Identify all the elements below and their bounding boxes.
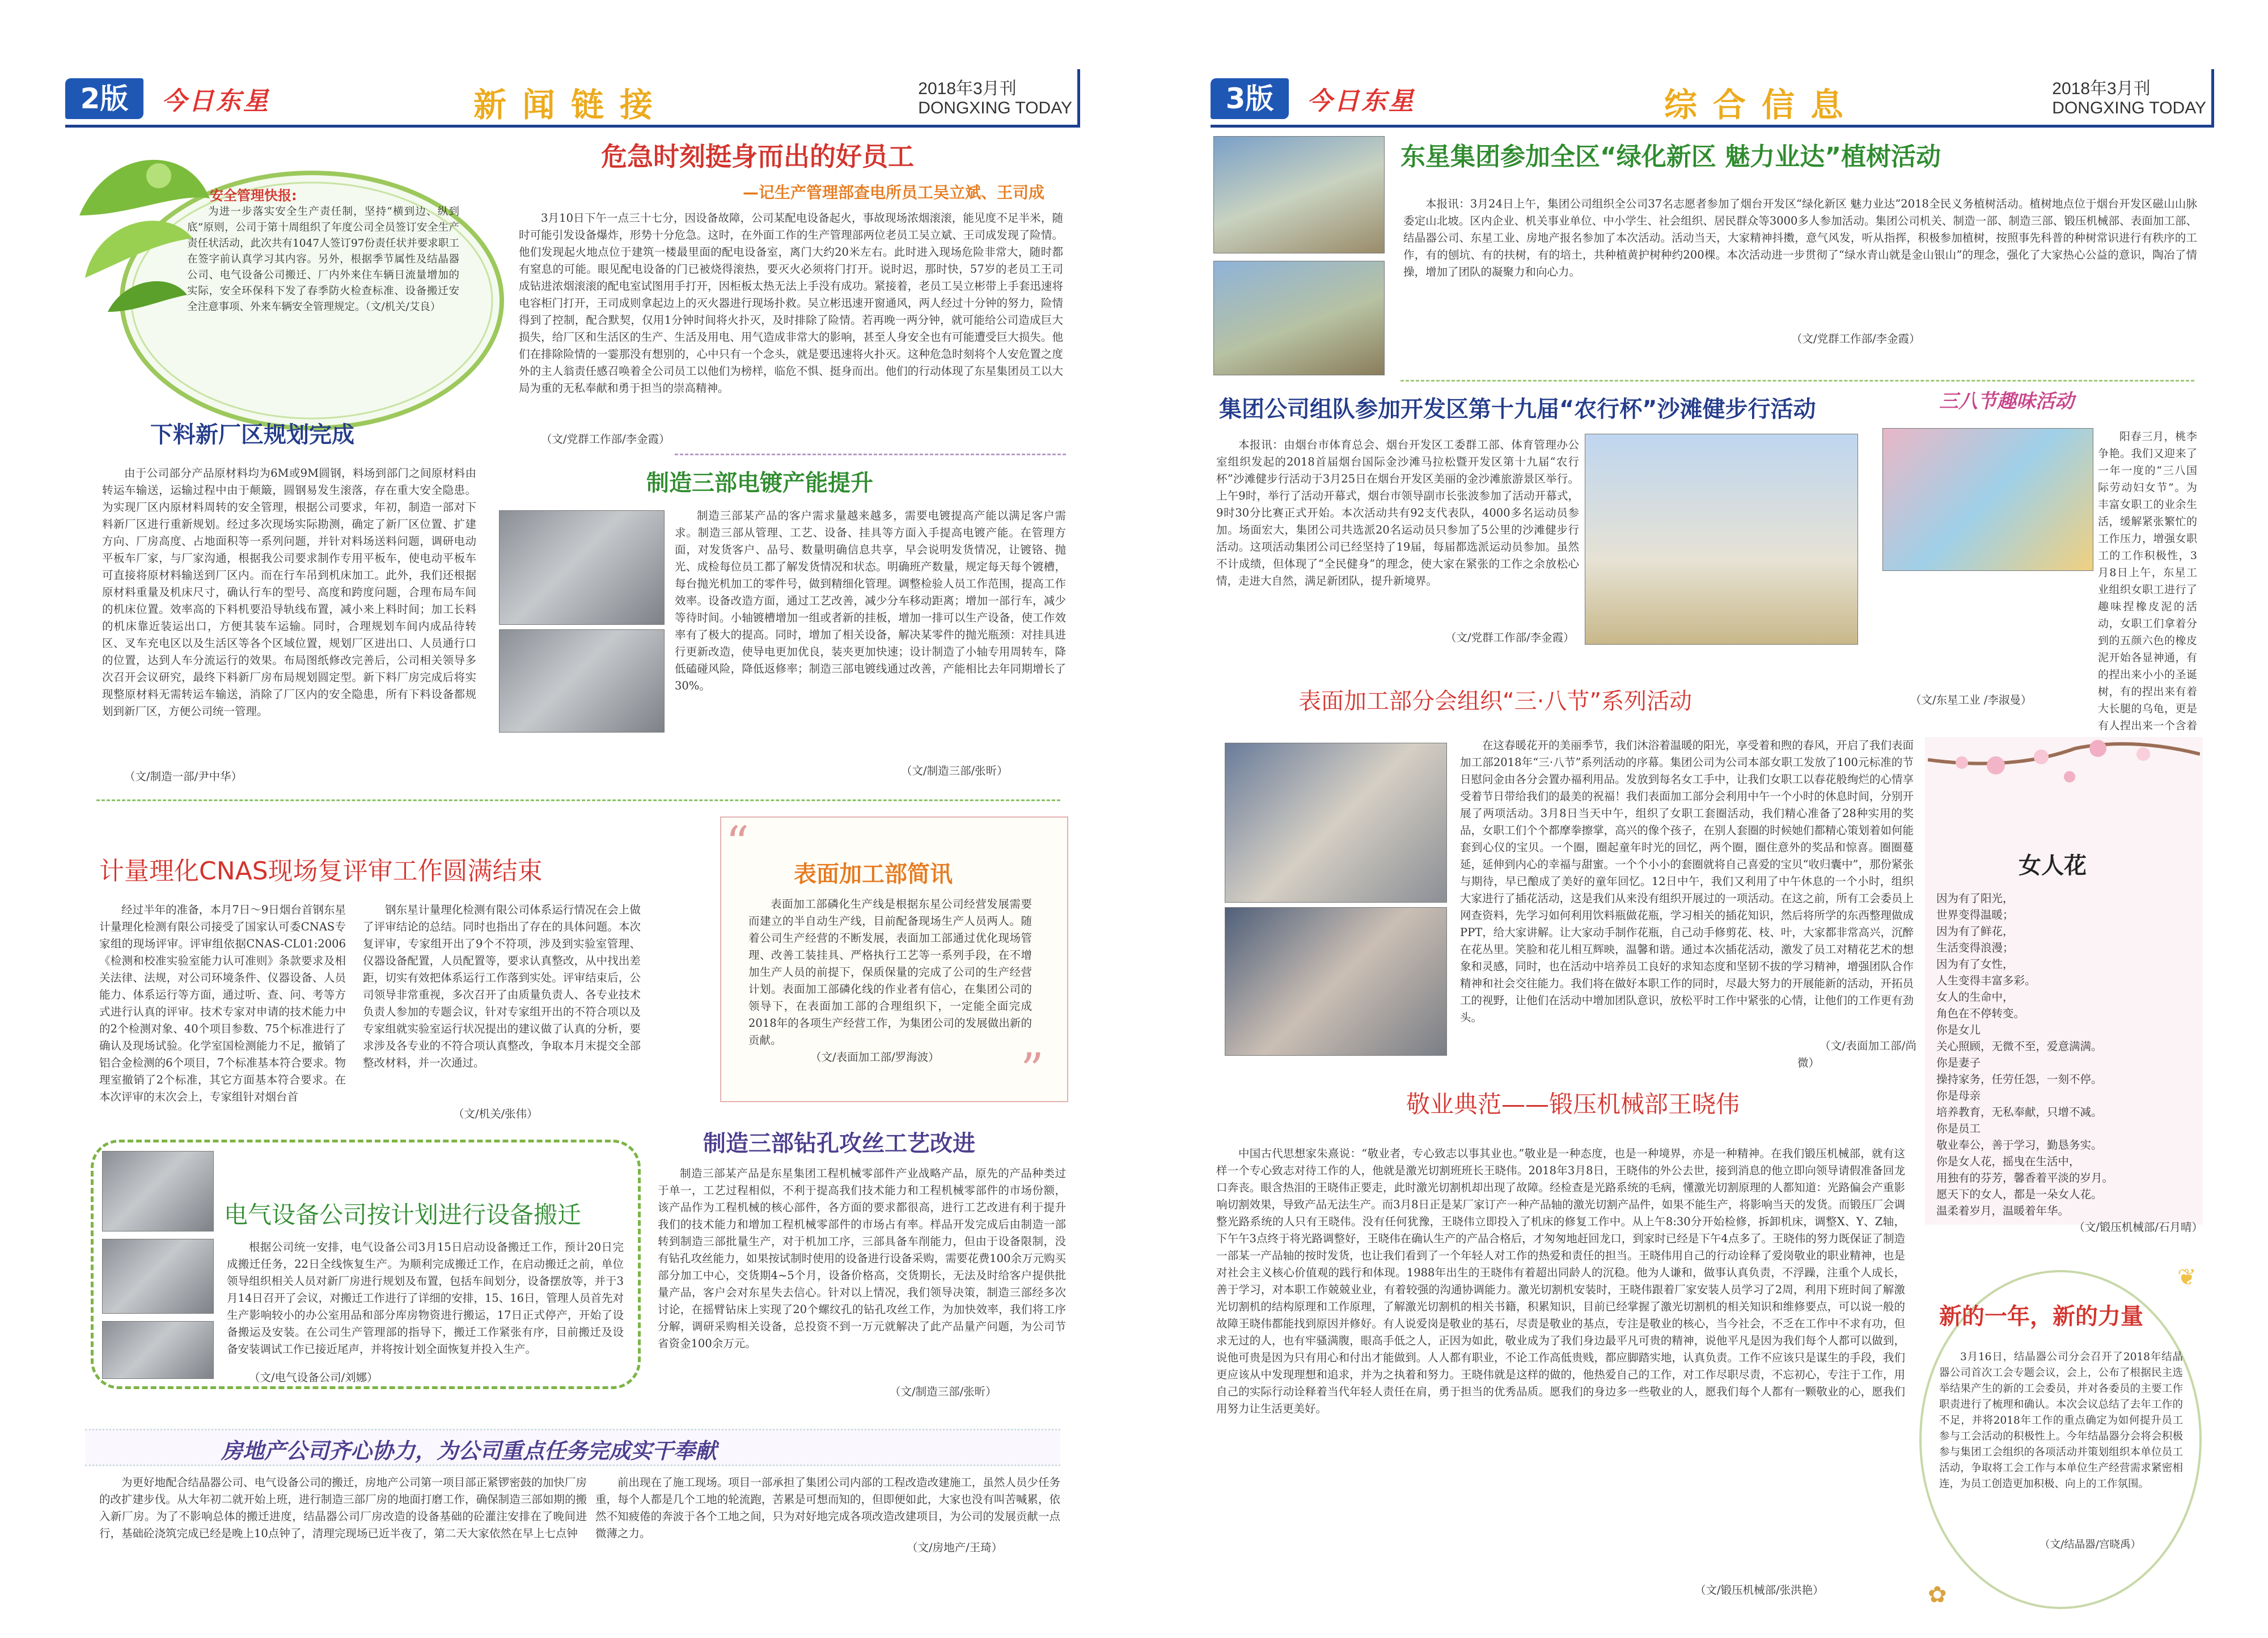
sand-byline: （文/党群工作部/李金霞） bbox=[1445, 631, 1575, 644]
fun-body: 阳春三月，桃李争艳。我们又迎来了一年一度的“三八国际劳动妇女节”。为丰富女职工的业余生活，缓解紧张繁忙的工作压力，增强女职工的工作积极性，3月8日上午，东星工业组织女职工进行了趣味捏橡皮泥的活动，女职工们拿着分到的五颜六色的橡皮泥开始各显神通，有的捏出来小小的圣诞树，有的捏出来有着大长腿的乌龟，更是有人捏出来一个含着 bbox=[2098, 430, 2197, 732]
quote-close-icon: ” bbox=[1021, 1043, 1044, 1096]
poem-line: 女人的生命中， bbox=[1936, 991, 2014, 1004]
plating-title: 制造三部电镀产能提升 bbox=[646, 470, 873, 496]
plating-photo-1 bbox=[499, 510, 665, 625]
tree-title: 东星集团参加全区“绿化新区 魅力业达”植树活动 bbox=[1400, 142, 1941, 171]
union-byline: （文/结晶器/宫晓禹） bbox=[2039, 1539, 2141, 1551]
poem-line: 你是女人花，摇曳在生活中， bbox=[1936, 1155, 2080, 1168]
poem-line: 愿天下的女人，都是一朵女人花。 bbox=[1936, 1188, 2102, 1201]
cnas-body-col1: 经过半年的准备，本月7日～9日烟台首钢东星计量理化检测有限公司接受了国家认可委CNAS专家组的现场评审。评审组依据CNAS-CL01:2006《检测和校准实验室能力认可准则》条款要求及相关法律、法规，对公司环境条件、仪器设备、人员能力、体系运行等方面，通过听、查、问、考等方式进行认真的评审。技术专家对申请的技术能力中的2个检测对象、40个项目参数、75个标准进行了确认及现场试验。化学室国检测能力不足，撤销了铝合金检测的6个项目，7个标准基本符合要求。物理室撤销了2个标准，其它方面基本符合要求。在本次评审的末次会上，专家组针对烟台首 bbox=[99, 903, 346, 1103]
issue-date: 2018年3月刊 bbox=[2052, 79, 2151, 98]
poem-title: 女人花 bbox=[2019, 853, 2087, 879]
brand-name: DONGXING TODAY bbox=[918, 99, 1072, 117]
plating-photo-2 bbox=[499, 629, 665, 733]
newspaper-logo: 今日东星 bbox=[1307, 87, 1416, 116]
poem-line: 培养教育，无私奉献，只增不减。 bbox=[1936, 1106, 2102, 1119]
intro-body: 表面加工部磷化生产线是根据东星公司经营发展需要而建立的半自动生产线，目前配备现场生产人员两人。随着公司生产经营的不断发展，表面加工部通过优化现场管理、改善工装挂具、严格执行工艺等一系列手段，在不增加生产人员的前提下，保质保量的完成了公司的生产经营计划。表面加工部磷化线的作业者有信心，在集团公司的领导下，在表面加工部的合理组织下，一定能全面完成2018年的各项生产经营工作，为集团公司的发展做出新的贡献。 bbox=[748, 898, 1032, 1047]
hero-title: 危急时刻挺身而出的好员工 bbox=[601, 141, 914, 172]
safety-body: 为进一步落实安全生产责任制，坚持“横到边、纵到底”原则，公司于第十周组织了年度公司全员签订安全生产责任状活动，此次共有1047人签订97份责任状并要求职工在签字前认真学习其内容。另外，根据季节属性及结晶器公司、电气设备公司搬迁、厂内外来住车辆日流量增加的实际，安全环保科下发了春季防火检查标准、设备搬迁安全注意事项、外来车辆安全管理规定。（文/机关/艾良） bbox=[187, 206, 459, 313]
tree-photo-2 bbox=[1213, 261, 1385, 375]
drill-body: 制造三部某产品是东星集团工程机械零部件产业战略产品，原先的产品种类过于单一，工艺过程相似，不利于提高我们技术能力和工程机械零部件的市场份额，该产品作为工程机械的核心部件，各方面的要求都很高，进行工艺改进有利于提升我们的技术能力和增加工程机械零部件的市场占有率。样品开发完成后由制造一部转到制造三部批量生产，对于机加工序，三部具备车削能力，但由于设备限制，没有钻孔攻丝能力，如果按试制时使用的设备进行设备采购，需要花费100余万元购买部分加工中心，交货期4~5个月，设备价格高，交货期长，无法及时给客户提供批量产品，客户会对东星失去信心。针对以上情况，我们领导决策，制造三部经多次讨论，在摇臂钻床上实现了20个螺纹孔的钻孔攻丝工作，为加快效率，我们将工序分解，调研采购相关设备，总投资不到一万元就解决了此产品量产问题，为公司节省资金100余万元。 bbox=[658, 1167, 1066, 1350]
fun-byline: （文/东星工业 /李淑曼） bbox=[1910, 693, 2032, 706]
intro-title: 表面加工部简讯 bbox=[794, 861, 953, 887]
plan-body: 由于公司部分产品原材料均为6M或9M圆钢，料场到部门之间原材料由转运车输送，运输过程中由于颠簸，圆钢易发生滚落，存在重大安全隐患。为实现厂区内原材料周转的安全管理，根据公司要求，年初，制造一部对下料新厂区进行重新规划。经过多次现场实际勘测，确定了新厂区位置、扩建方向、厂房高度、占地面积等一系列问题，并针对料场送料问题，调研电动平板车厂家，与厂家沟通，根据我公司要求制作专用平板车，使电动平板车可直接将原材料输送到厂区内。而在行车吊到机床加工。此外，我们还根据原材料重量及机床尺寸，确认行车的型号、高度和跨度问题，合理布局车间的机床位置。效率高的下料机要沿导轨线布置，减小来上料时间；加工长料的机床靠近装运出口，方便其装车运输。同时，合理规划车间内成品待转区、叉车充电区以及生活区等各个区域位置，规划厂区进出口、人员通行口的位置，达到人车分流运行的效果。布局图纸修改完善后，公司相关领导多次召开会议研究，最终下料新厂房布局规划圆定型。新下料厂房完成后将实现整原材料无需转运车输送，消除了厂区内的安全隐患，所有下料设备都规划到新厂区，方便公司统一管理。 bbox=[102, 467, 476, 718]
estate-body-col2: 前出现在了施工现场。项目一部承担了集团公司内部的工程改造改建施工，虽然人员少任务重，每个人都是几个工地的轮流跑，苦累是可想而知的，但即便如此，大家也没有叫苦喊累，依然不知疲倦的奔波于各个工地之间，只为对好地完成各项改造改建项目，为公司的发展贡献一点微薄之力。 bbox=[595, 1476, 1060, 1540]
move-title: 电气设备公司按计划进行设备搬迁 bbox=[224, 1201, 582, 1229]
divider bbox=[1400, 380, 2194, 382]
move-body: 根据公司统一安排，电气设备公司3月15日启动设备搬迁工作，预计20日完成搬迁任务，22日全线恢复生产。为顺利完成搬迁工作，在启动搬迁之前，单位领导组织相关人员对新厂房进行规划及布置，包括车间划分，设备摆放等，并于3月14日召开了会议，对搬迁工作进行了详细的安排，15、16日，管理人员首先对生产影响较小的办公室用品和部分库房物资进行搬运，17日正式停产，开始了设备搬运及安装。在公司生产管理部的指导下，搬迁工作紧张有序，目前搬迁及设备安装调试工作已接近尾声，并将按计划全面恢复并投入生产。 bbox=[227, 1241, 624, 1356]
divider bbox=[675, 454, 1066, 455]
poem-line: 生活变得浪漫； bbox=[1936, 941, 2014, 954]
quote-open-icon: “ bbox=[726, 816, 749, 869]
cnas-title: 计量理化CNAS现场复评审工作圆满结束 bbox=[99, 857, 543, 886]
poem-line: 你是女儿 bbox=[1936, 1023, 1981, 1036]
plan-title: 下料新厂区规划完成 bbox=[150, 422, 354, 448]
move-photo-2 bbox=[102, 1239, 214, 1314]
tree-body: 本报讯：3月24日上午，集团公司组织全公司37名志愿者参加了烟台开发区“绿化新区 魅力业达”2018全民义务植树活动。植树地点位于烟台开发区磁山山脉委定山北坡。区内企业、机关事业单位、中小学生、社会组织、居民群众等3000多人参加活动。集团公司机关、制造一部、制造三部、锻压机械部、表面加工部、结晶器公司、东星工业、房地产报名参加了本次活动。活动当天，大家精神抖擞，意气风发，听从指挥，积极参加植树，按照事先科普的种树常识进行有秩序的工作，有的刨坑、有的扶树，有的培土，共种植黄护树种约200棵。本次活动进一步贯彻了“绿水青山就是金山银山”的理念，强化了大家热心公益的意识，陶冶了情操，增加了团队的凝聚力和向心力。 bbox=[1403, 197, 2197, 278]
poem-line: 因为有了鲜花， bbox=[1936, 925, 2014, 938]
model-body: 中国古代思想家朱熹说：“敬业者，专心致志以事其业也。”敬业是一种态度，也是一种境界，亦是一种精神。在我们锻压机械部，就有这样一个专心致志对待工作的人，他就是激光切割班班长王晓伟。2018年3月8日，王晓伟的外公去世，接到消息的他立即向领导请假准备回龙口奔丧。眼含热泪的王晓伟正要走，此时激光切割机却出现了故障。经检查是光路系统的毛病，懂激光切割原理的人都知道：光路偏会产重影响切割效果，导致产品无法生产。而3月8日正是某厂家订产一种产品轴的激光切割产品件，如果不能生产，将影响当天的发货。而锻压厂会调整光路系统的人只有王晓伟。没有任何犹豫，王晓伟立即投入了机床的修复工作中。从上午8:30分开始检修，拆卸机床，调整X、Y、Z轴，下午午3点终于将光路调整好，王晓伟在确认生产的产品合格后，才匆匆地赶回龙口，到家时已经是下午4点多了。王晓伟的努力既保证了制造一部某一产品轴的按时发货，也让我们看到了一个年轻人对工作的热爱和责任的担当。王晓伟用自己的行动诠释了爱岗敬业的职业精神，也是对社会主义核心价值观的践行和体现。1988年出生的王晓伟有着超出同龄人的沉稳。他为人谦和，做事认真负责，不浮躁，注重个人成长，善于学习，对本职工作兢兢业业，有着较强的沟通协调能力。激光切割机安装时，王晓伟跟着厂家安装人员学习了2周，利用下班时间了解激光切割机的结构原理和工作原理，了解激光切割机的相关书籍，积累知识，目前已经掌握了激光切割机的相关知识和维修要点，可以说一般的故障王晓伟都能找到原因并修好。有人说爱岗是敬业的基石，尽责是敬业的基点，专注是敬业的核心，当今社会，不乏在工作中不求有功，但求无过的人，也有牢骚满腹，眼高手低之人，正因为如此，敬业成为了我们身边最平凡可贵的精神，说他平凡是因为我们每个人都可以做到，说他可贵是因为只有用心和付出才能做到。人人都有职业，不论工作高低贵贱，都应脚踏实地，认真负责。工作不应该只是谋生的手段，我们更应该从中发现理想和追求，并为之执着和努力。王晓伟就是这样的做的，他热爱自己的工作，对工作尽职尽责，不忘初心，专注于工作，用自己的实际行动诠释着当代年轻人责任在肩，勇于担当的优秀品质。愿我们的身边多一些敬业的人，愿我们每个人都有一颗敬业的心，愿我们用努力让生活更美好。 bbox=[1216, 1147, 1905, 1415]
move-photo-3 bbox=[102, 1321, 214, 1379]
masthead bbox=[1211, 74, 2214, 128]
plating-byline: （文/制造三部/张昕） bbox=[901, 764, 1008, 777]
fun-title: 三八节趣味活动 bbox=[1939, 390, 2074, 413]
poem-line: 用独有的芬芳，馨香着平淡的岁月。 bbox=[1936, 1171, 2114, 1184]
intro-byline: （文/表面加工部/罗海波） bbox=[810, 1051, 940, 1064]
hero-subtitle: —记生产管理部查电所员工吴立斌、王司成 bbox=[743, 183, 1045, 202]
model-byline: （文/锻压机械部/张洪艳） bbox=[1695, 1584, 1824, 1597]
model-title: 敬业典范——锻压机械部王晓伟 bbox=[1406, 1090, 1740, 1118]
hero-body: 3月10日下午一点三十七分，因设备故障，公司某配电设备起火，事故现场浓烟滚滚，能见度不足半米，随时可能引发设备爆炸，形势十分危急。这时，在外面工作的生产管理部两位老员工吴立斌、王司成发现了险情。他们发现起火地点位于建筑一楼最里面的配电设备室，离门大约20米左右。此时进入现场危险非常大，随时都有窒息的可能。眼见配电设备的门已被烧得滚热，要灭火必须将门打开。说时迟，那时快，57岁的老员工王司成钻进浓烟滚滚的配电室试图用手打开，因柜板太热无法上手没有成功。紧接着，老员工吴立彬带上手套迅速将电容柜门打开，王司成则拿起边上的灭火器进行现场扑救。吴立彬迅速开窗通风，两人经过十分钟的努力，险情得到了控制，配合默契，仅用1分钟时间将火扑灭，及时排除了险情。若再晚一两分钟，就可能给公司造成巨大损失，给厂区和生活区的生产、生活及用电、用气造成非常大的影响，甚至人身安全也有可能遭受巨大损失。他们在排除险情的一霎那没有想别的，心中只有一个念头，就是要迅速将火扑灭。这种危急时刻将个人安危置之度外的主人翁责任感召唤着全公司员工以他们为榜样，临危不惧、挺身而出。他们的行动体现了东星集团员工以大局为重的无私奉献和勇于担当的崇高精神。 bbox=[519, 211, 1063, 395]
poem-line: 世界变得温暖； bbox=[1936, 908, 2014, 921]
poem-line: 人生变得丰富多彩。 bbox=[1936, 974, 2036, 987]
drill-title: 制造三部钻孔攻丝工艺改进 bbox=[703, 1131, 975, 1157]
poem-line: 因为有了女性， bbox=[1936, 958, 2014, 971]
tree-photo-1 bbox=[1213, 136, 1385, 253]
issue-date: 2018年3月刊 bbox=[918, 79, 1017, 98]
poem-line: 关心照顾，无微不至，爱意满满。 bbox=[1936, 1040, 2102, 1053]
move-byline: （文/电气设备公司/刘娜） bbox=[249, 1371, 378, 1384]
poem-line: 你是妻子 bbox=[1936, 1056, 1981, 1069]
tree-byline: （文/党群工作部/李金霞） bbox=[1791, 332, 1920, 345]
union-body: 3月16日，结晶器公司分会召开了2018年结晶器公司首次工会专题会议，会上，公布了根据民主选举结果产生的新的工会委员，并对各委员的主要工作职责进行了梳理和确认。本次会议总结了去年工作的不足，并将2018年工作的重点确定为如何提升员工参与工会活动的积极性上。今年结晶器分会将会积极参与集团工会组织的各项活动并策划组织本单位员工活动，争取将工会工作与本单位生产经营需求紧密相连，为员工创造更加积极、向上的工作氛围。 bbox=[1939, 1351, 2183, 1490]
union-title: 新的一年，新的力量 bbox=[1939, 1303, 2143, 1330]
march-photo-2 bbox=[1225, 907, 1447, 1056]
masthead-rule bbox=[1077, 69, 1080, 126]
brand-name: DONGXING TODAY bbox=[2052, 99, 2206, 117]
masthead-rule bbox=[2211, 69, 2214, 126]
newspaper-logo: 今日东星 bbox=[162, 87, 270, 116]
hero-byline: （文/党群工作部/李金霞） bbox=[541, 433, 670, 446]
march-body: 在这春暖花开的美丽季节，我们沐浴着温暖的阳光，享受着和煦的春风，开启了我们表面加工部2018年“三·八节”系列活动的序幕。集团公司为公司本部女职工发放了100元标准的节日慰问金由各分会置办福利用品。发放到每名女工手中，让我们女职工以春花般绚烂的心情享受着节日带给我们的最美的祝福！我们表面加工部分会利用中午一个小时的休息时间，分别开展了两项活动。3月8日当天中午，组织了女职工套圈活动，我们精心准备了28种实用的奖品，女职工们个个都摩拳擦掌，高兴的像个孩子，在别人套圈的时候她们都精心策划着如何能套到心仪的宝贝。一个圈，圈起童年时光的回忆，两个圈，圈住意外的奖品和惊喜。圈圈蔓延，延伸到内心的幸福与甜蜜。一个个小小的套圈就将自己喜爱的宝贝“收归囊中”，那份紧张与期待，早已酿成了美好的童年回忆。12日中午，我们又利用了中午休息的一个小时，组织大家进行了插花活动，这是我们从来没有组织开展过的一项活动。在这之前，所有工会委员上网查资料，先学习如何利用饮料瓶做花瓶，学习相关的插花知识，然后将所学的东西整理做成PPT，给大家讲解。让大家动手制作花瓶，自己动手修剪花、枝、叶，大家都非常高兴，沉醉在花丛里。笑脸和花儿相互辉映，温馨和谐。通过本次插花活动，激发了员工对精花艺术的想象和灵感，同时，也在活动中培养员工良好的求知态度和坚韧不拔的学习精神，增强团队合作精神和社会交往能力。我们将在做好本职工作的同时，尽最大努力的开展能新的活动，开拓员工的视野，让他们在活动中增加团队意识，放松平时工作中紧张的心情，让他们的工作更有劲头。 bbox=[1460, 739, 1914, 1024]
cnas-body-col2: 钢东星计量理化检测有限公司体系运行情况在会上做了评审结论的总结。同时也指出了存在的具体问题。本次复评审，专家组开出了9个不符项，涉及到实验室管理、仪器设备配置，人员配置等，要求认真整改，从中找出差距，切实有效把体系运行工作落到实处。评审结束后，公司领导非常重视，多次召开了由质量负责人、各专业技术负责人参加的专题会议，针对专家组开出的不符合项以及专家组就实验室运行状况提出的建议做了认真的分析，要求涉及各专业的不符合项认真整改，争取本月末提交全部整改材料，并一次通过。 bbox=[363, 903, 641, 1069]
poem-line: 角色在不停转变。 bbox=[1936, 1007, 2025, 1020]
estate-byline: （文/房地产/王琦） bbox=[907, 1541, 1003, 1554]
page-3 bbox=[1134, 0, 2268, 1638]
flower-icon: ✿ bbox=[1928, 1582, 1947, 1608]
poem-body bbox=[1936, 890, 2203, 1235]
poem-line: 你是母亲 bbox=[1936, 1089, 1981, 1102]
page-number-badge: 3版 bbox=[1211, 78, 1289, 119]
section-title: 新闻链接 bbox=[473, 86, 669, 124]
plan-byline: （文/制造一部/尹中华） bbox=[124, 770, 243, 783]
march-byline: （文/表面加工部/尚微） bbox=[1797, 1039, 1916, 1069]
sand-title: 集团公司组队参加开发区第十九届“农行杯”沙滩健步行活动 bbox=[1219, 396, 1816, 422]
poem-line: 温柔着岁月，温暖着年华。 bbox=[1936, 1204, 2070, 1217]
drill-byline: （文/制造三部/张昕） bbox=[890, 1385, 997, 1398]
poem-line: 因为有了阳光， bbox=[1936, 892, 2014, 905]
page-number-badge: 2版 bbox=[65, 78, 143, 119]
sand-body: 本报讯：由烟台市体育总会、烟台开发区工委群工部、体育管理办公室组织发起的2018首届烟台国际金沙滩马拉松暨开发区第十九届“农行杯”沙滩健步行活动于3月25日在烟台开发区美丽的金沙滩旅游景区举行。上午9时，举行了活动开幕式，烟台市领导副市长张波参加了活动开幕式，9时30分比赛正式开始。本次活动共有92支代表队，4000多名运动员参加。场面宏大，集团公司共选派20名运动员只参加了5公里的沙滩健步行活动。这项活动集团公司已经坚持了19届，每届都选派运动员参加。虽然不计成绩，但体现了“全民健身”的理念，使大家在紧张的工作之余放松心情，走进大自然，满足新团队，提升新境界。 bbox=[1216, 438, 1579, 587]
divider bbox=[96, 799, 1060, 801]
march-photo-1 bbox=[1225, 743, 1447, 903]
issue-info bbox=[2052, 79, 2206, 118]
move-photo-1 bbox=[102, 1151, 214, 1231]
poem-line: 操持家务，任劳任怨，一刻不停。 bbox=[1936, 1073, 2102, 1086]
poem-line: 敬业奉公，善于学习，勤恳务实。 bbox=[1936, 1138, 2102, 1152]
masthead bbox=[65, 74, 1080, 128]
cnas-byline: （文/机关/张伟） bbox=[453, 1107, 538, 1120]
butterfly-icon: ❦ bbox=[2177, 1264, 2197, 1290]
fun-photo bbox=[1882, 428, 2093, 571]
issue-info bbox=[918, 79, 1072, 118]
march-title: 表面加工部分会组织“三·八节”系列活动 bbox=[1298, 688, 1692, 714]
estate-title: 房地产公司齐心协力，为公司重点任务完成实干奉献 bbox=[221, 1438, 717, 1463]
plating-body: 制造三部某产品的客户需求量越来越多，需要电镀提高产能以满足客户需求。制造三部从管理、工艺、设备、挂具等方面入手提高电镀产能。在管理方面，对发货客户、品号、数量明确信息共享，早会说明发货情况，让镀铬、抛光、成检每位员工都了解发货情况和状态。明确班产数量，规定每天每个镀槽，每台抛光机加工的零件号，做到精细化管理。调整检验人员工作范围，提高工作效率。设备改造方面，通过工艺改善，减少分车移动距离；增加一部行车，减少等待时间。小轴镀槽增加一组或者新的挂板，增加一排可以生产设备，使工作效率有了极大的提高。同时，增加了相关设备，解决某零件的抛光瓶颈：对挂具进行更新改造，使导电更加优良，装夹更加快速；设计制造了小轴专用周转车，降低磕碰风险，降低返修率；制造三部电镀线通过改善，产能相比去年同期增长了30%。 bbox=[675, 509, 1066, 692]
section-title: 综合信息 bbox=[1664, 86, 1860, 124]
estate-body-col1: 为更好地配合结晶器公司、电气设备公司的搬迁，房地产公司第一项目部正紧锣密鼓的加快厂房的改扩建步伐。从大年初二就开始上班，进行制造三部厂房的地面打磨工作，确保制造三部如期的搬入新厂房。为了不影响总体的搬迁进度，结晶器公司厂房改造的设备基础的砼灌注安排在了晚间进行，基础砼浇筑完成已经是晚上10点钟了，清理完现场已近半夜了，第二天大家依然在早上七点钟 bbox=[99, 1476, 587, 1540]
safety-title: 安全管理快报: bbox=[210, 188, 297, 204]
blossom-graphic bbox=[1928, 737, 2200, 839]
poem-byline: （文/锻压机械部/石月晴） bbox=[2074, 1221, 2203, 1234]
beach-photo bbox=[1585, 434, 1858, 645]
poem-line: 你是员工 bbox=[1936, 1122, 1981, 1135]
